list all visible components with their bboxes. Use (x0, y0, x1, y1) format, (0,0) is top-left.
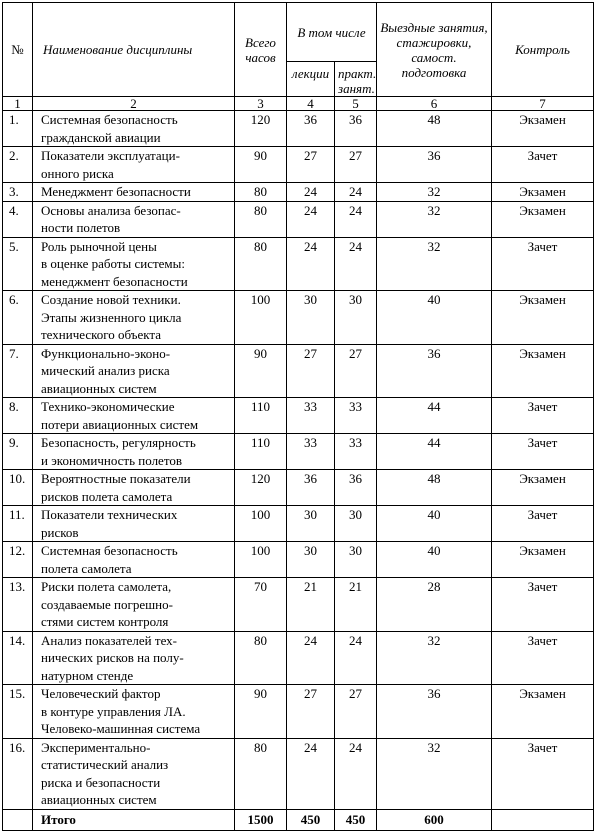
column-index: 5 (335, 97, 377, 111)
table-row (3, 183, 594, 202)
total-hours-cell: 80 (235, 738, 287, 809)
practice-cell: 24 (335, 631, 377, 685)
field-studies-cell: 44 (377, 398, 492, 434)
column-index: 1 (3, 97, 33, 111)
control-cell: Экзамен (492, 542, 594, 578)
header-discipline-name: Наименование дисциплины (33, 3, 235, 97)
row-number: 10. (3, 470, 33, 506)
control-cell: Зачет (492, 631, 594, 685)
table-row (3, 201, 594, 237)
row-number: 9. (3, 434, 33, 470)
total-hours-cell: 90 (235, 685, 287, 739)
practice-cell: 24 (335, 738, 377, 809)
control-cell: Экзамен (492, 201, 594, 237)
table-row (3, 237, 594, 291)
table-row (3, 344, 594, 398)
total-hours-cell: 120 (235, 111, 287, 147)
column-index: 3 (235, 97, 287, 111)
lectures-cell: 24 (287, 183, 335, 202)
lectures-cell: 27 (287, 685, 335, 739)
total-hours-cell: 80 (235, 631, 287, 685)
total-hours-cell: 100 (235, 542, 287, 578)
header-field-studies: Выездные занятия, стажировки, самост. подготовка (377, 3, 492, 97)
discipline-name: Технико-экономические потери авиационных систем (33, 398, 235, 434)
control-cell: Зачет (492, 434, 594, 470)
row-number: 6. (3, 291, 33, 345)
total-hours-cell: 100 (235, 291, 287, 345)
field-studies-cell: 40 (377, 542, 492, 578)
row-number: 1. (3, 111, 33, 147)
field-studies-cell: 36 (377, 344, 492, 398)
lectures-cell: 27 (287, 147, 335, 183)
total-hours-cell: 80 (235, 237, 287, 291)
lectures-cell: 24 (287, 631, 335, 685)
practice-cell: 33 (335, 398, 377, 434)
total-hours: 1500 (235, 809, 287, 830)
practice-cell: 24 (335, 183, 377, 202)
practice-cell: 21 (335, 578, 377, 632)
total-field-studies: 600 (377, 809, 492, 830)
field-studies-cell: 36 (377, 685, 492, 739)
header-number: № (3, 3, 33, 97)
table-body (3, 111, 594, 810)
lectures-cell: 30 (287, 542, 335, 578)
table-row (3, 398, 594, 434)
field-studies-cell: 32 (377, 201, 492, 237)
practice-cell: 30 (335, 506, 377, 542)
total-hours-cell: 90 (235, 147, 287, 183)
discipline-name: Безопасность, регулярность и экономичность полетов (33, 434, 235, 470)
table-row (3, 542, 594, 578)
field-studies-cell: 40 (377, 291, 492, 345)
table-row (3, 470, 594, 506)
practice-cell: 30 (335, 291, 377, 345)
header-practice: практ. занят. (335, 62, 377, 97)
discipline-name: Функционально-эконо- мический анализ риска авиационных систем (33, 344, 235, 398)
field-studies-cell: 32 (377, 237, 492, 291)
total-hours-cell: 110 (235, 398, 287, 434)
control-cell: Экзамен (492, 685, 594, 739)
row-number: 16. (3, 738, 33, 809)
row-number: 15. (3, 685, 33, 739)
column-index: 7 (492, 97, 594, 111)
discipline-name: Системная безопасность гражданской авиации (33, 111, 235, 147)
control-cell: Экзамен (492, 470, 594, 506)
control-cell: Зачет (492, 506, 594, 542)
header-total-hours: Всего часов (235, 3, 287, 97)
total-hours-cell: 90 (235, 344, 287, 398)
field-studies-cell: 44 (377, 434, 492, 470)
discipline-name: Показатели технических рисков (33, 506, 235, 542)
discipline-name: Системная безопасность полета самолета (33, 542, 235, 578)
row-number: 7. (3, 344, 33, 398)
lectures-cell: 24 (287, 237, 335, 291)
control-cell: Зачет (492, 738, 594, 809)
field-studies-cell: 32 (377, 183, 492, 202)
total-hours-cell: 70 (235, 578, 287, 632)
field-studies-cell: 48 (377, 111, 492, 147)
row-number: 13. (3, 578, 33, 632)
column-index: 4 (287, 97, 335, 111)
field-studies-cell: 48 (377, 470, 492, 506)
total-label: Итого (33, 809, 235, 830)
table-row (3, 147, 594, 183)
lectures-cell: 21 (287, 578, 335, 632)
total-hours-cell: 120 (235, 470, 287, 506)
field-studies-cell: 28 (377, 578, 492, 632)
practice-cell: 33 (335, 434, 377, 470)
field-studies-cell: 32 (377, 631, 492, 685)
total-hours-cell: 110 (235, 434, 287, 470)
table-row (3, 631, 594, 685)
table-row (3, 291, 594, 345)
discipline-name: Менеджмент безопасности (33, 183, 235, 202)
control-cell: Зачет (492, 398, 594, 434)
total-lectures: 450 (287, 809, 335, 830)
field-studies-cell: 40 (377, 506, 492, 542)
control-cell: Зачет (492, 578, 594, 632)
discipline-name: Человеческий фактор в контуре управления ЛА. Человеко-машинная система (33, 685, 235, 739)
total-hours-cell: 100 (235, 506, 287, 542)
field-studies-cell: 36 (377, 147, 492, 183)
lectures-cell: 30 (287, 291, 335, 345)
row-number: 3. (3, 183, 33, 202)
lectures-cell: 33 (287, 398, 335, 434)
table-row (3, 111, 594, 147)
row-number: 14. (3, 631, 33, 685)
lectures-cell: 36 (287, 470, 335, 506)
control-cell: Экзамен (492, 183, 594, 202)
header-including: В том числе (287, 3, 377, 62)
row-number: 2. (3, 147, 33, 183)
row-number: 4. (3, 201, 33, 237)
lectures-cell: 27 (287, 344, 335, 398)
row-number: 11. (3, 506, 33, 542)
header-control: Контроль (492, 3, 594, 97)
column-index-row (3, 97, 594, 111)
lectures-cell: 30 (287, 506, 335, 542)
discipline-name: Основы анализа безопас- ности полетов (33, 201, 235, 237)
table-row (3, 434, 594, 470)
practice-cell: 27 (335, 685, 377, 739)
column-index: 2 (33, 97, 235, 111)
practice-cell: 27 (335, 147, 377, 183)
header-lectures: лекции (287, 62, 335, 97)
table-row (3, 506, 594, 542)
practice-cell: 36 (335, 470, 377, 506)
control-cell: Зачет (492, 147, 594, 183)
total-hours-cell: 80 (235, 201, 287, 237)
control-cell: Экзамен (492, 111, 594, 147)
row-number: 8. (3, 398, 33, 434)
curriculum-table (2, 2, 594, 831)
discipline-name: Вероятностные показатели рисков полета самолета (33, 470, 235, 506)
discipline-name: Риски полета самолета, создаваемые погрешно- стями систем контроля (33, 578, 235, 632)
discipline-name: Создание новой техники. Этапы жизненного цикла технического объекта (33, 291, 235, 345)
control-cell: Экзамен (492, 344, 594, 398)
row-number: 12. (3, 542, 33, 578)
practice-cell: 27 (335, 344, 377, 398)
lectures-cell: 24 (287, 201, 335, 237)
table-row (3, 578, 594, 632)
table-row (3, 685, 594, 739)
field-studies-cell: 32 (377, 738, 492, 809)
total-hours-cell: 80 (235, 183, 287, 202)
practice-cell: 36 (335, 111, 377, 147)
practice-cell: 30 (335, 542, 377, 578)
discipline-name: Экспериментально- статистический анализ риска и безопасности авиационных систем (33, 738, 235, 809)
row-number: 5. (3, 237, 33, 291)
practice-cell: 24 (335, 201, 377, 237)
discipline-name: Показатели эксплуатаци- онного риска (33, 147, 235, 183)
column-index: 6 (377, 97, 492, 111)
discipline-name: Роль рыночной цены в оценке работы системы: менеджмент безопасности (33, 237, 235, 291)
control-cell: Экзамен (492, 291, 594, 345)
practice-cell: 24 (335, 237, 377, 291)
control-cell: Зачет (492, 237, 594, 291)
lectures-cell: 24 (287, 738, 335, 809)
lectures-cell: 33 (287, 434, 335, 470)
total-practice: 450 (335, 809, 377, 830)
discipline-name: Анализ показателей тех- нических рисков на полу- натурном стенде (33, 631, 235, 685)
table-row (3, 738, 594, 809)
lectures-cell: 36 (287, 111, 335, 147)
